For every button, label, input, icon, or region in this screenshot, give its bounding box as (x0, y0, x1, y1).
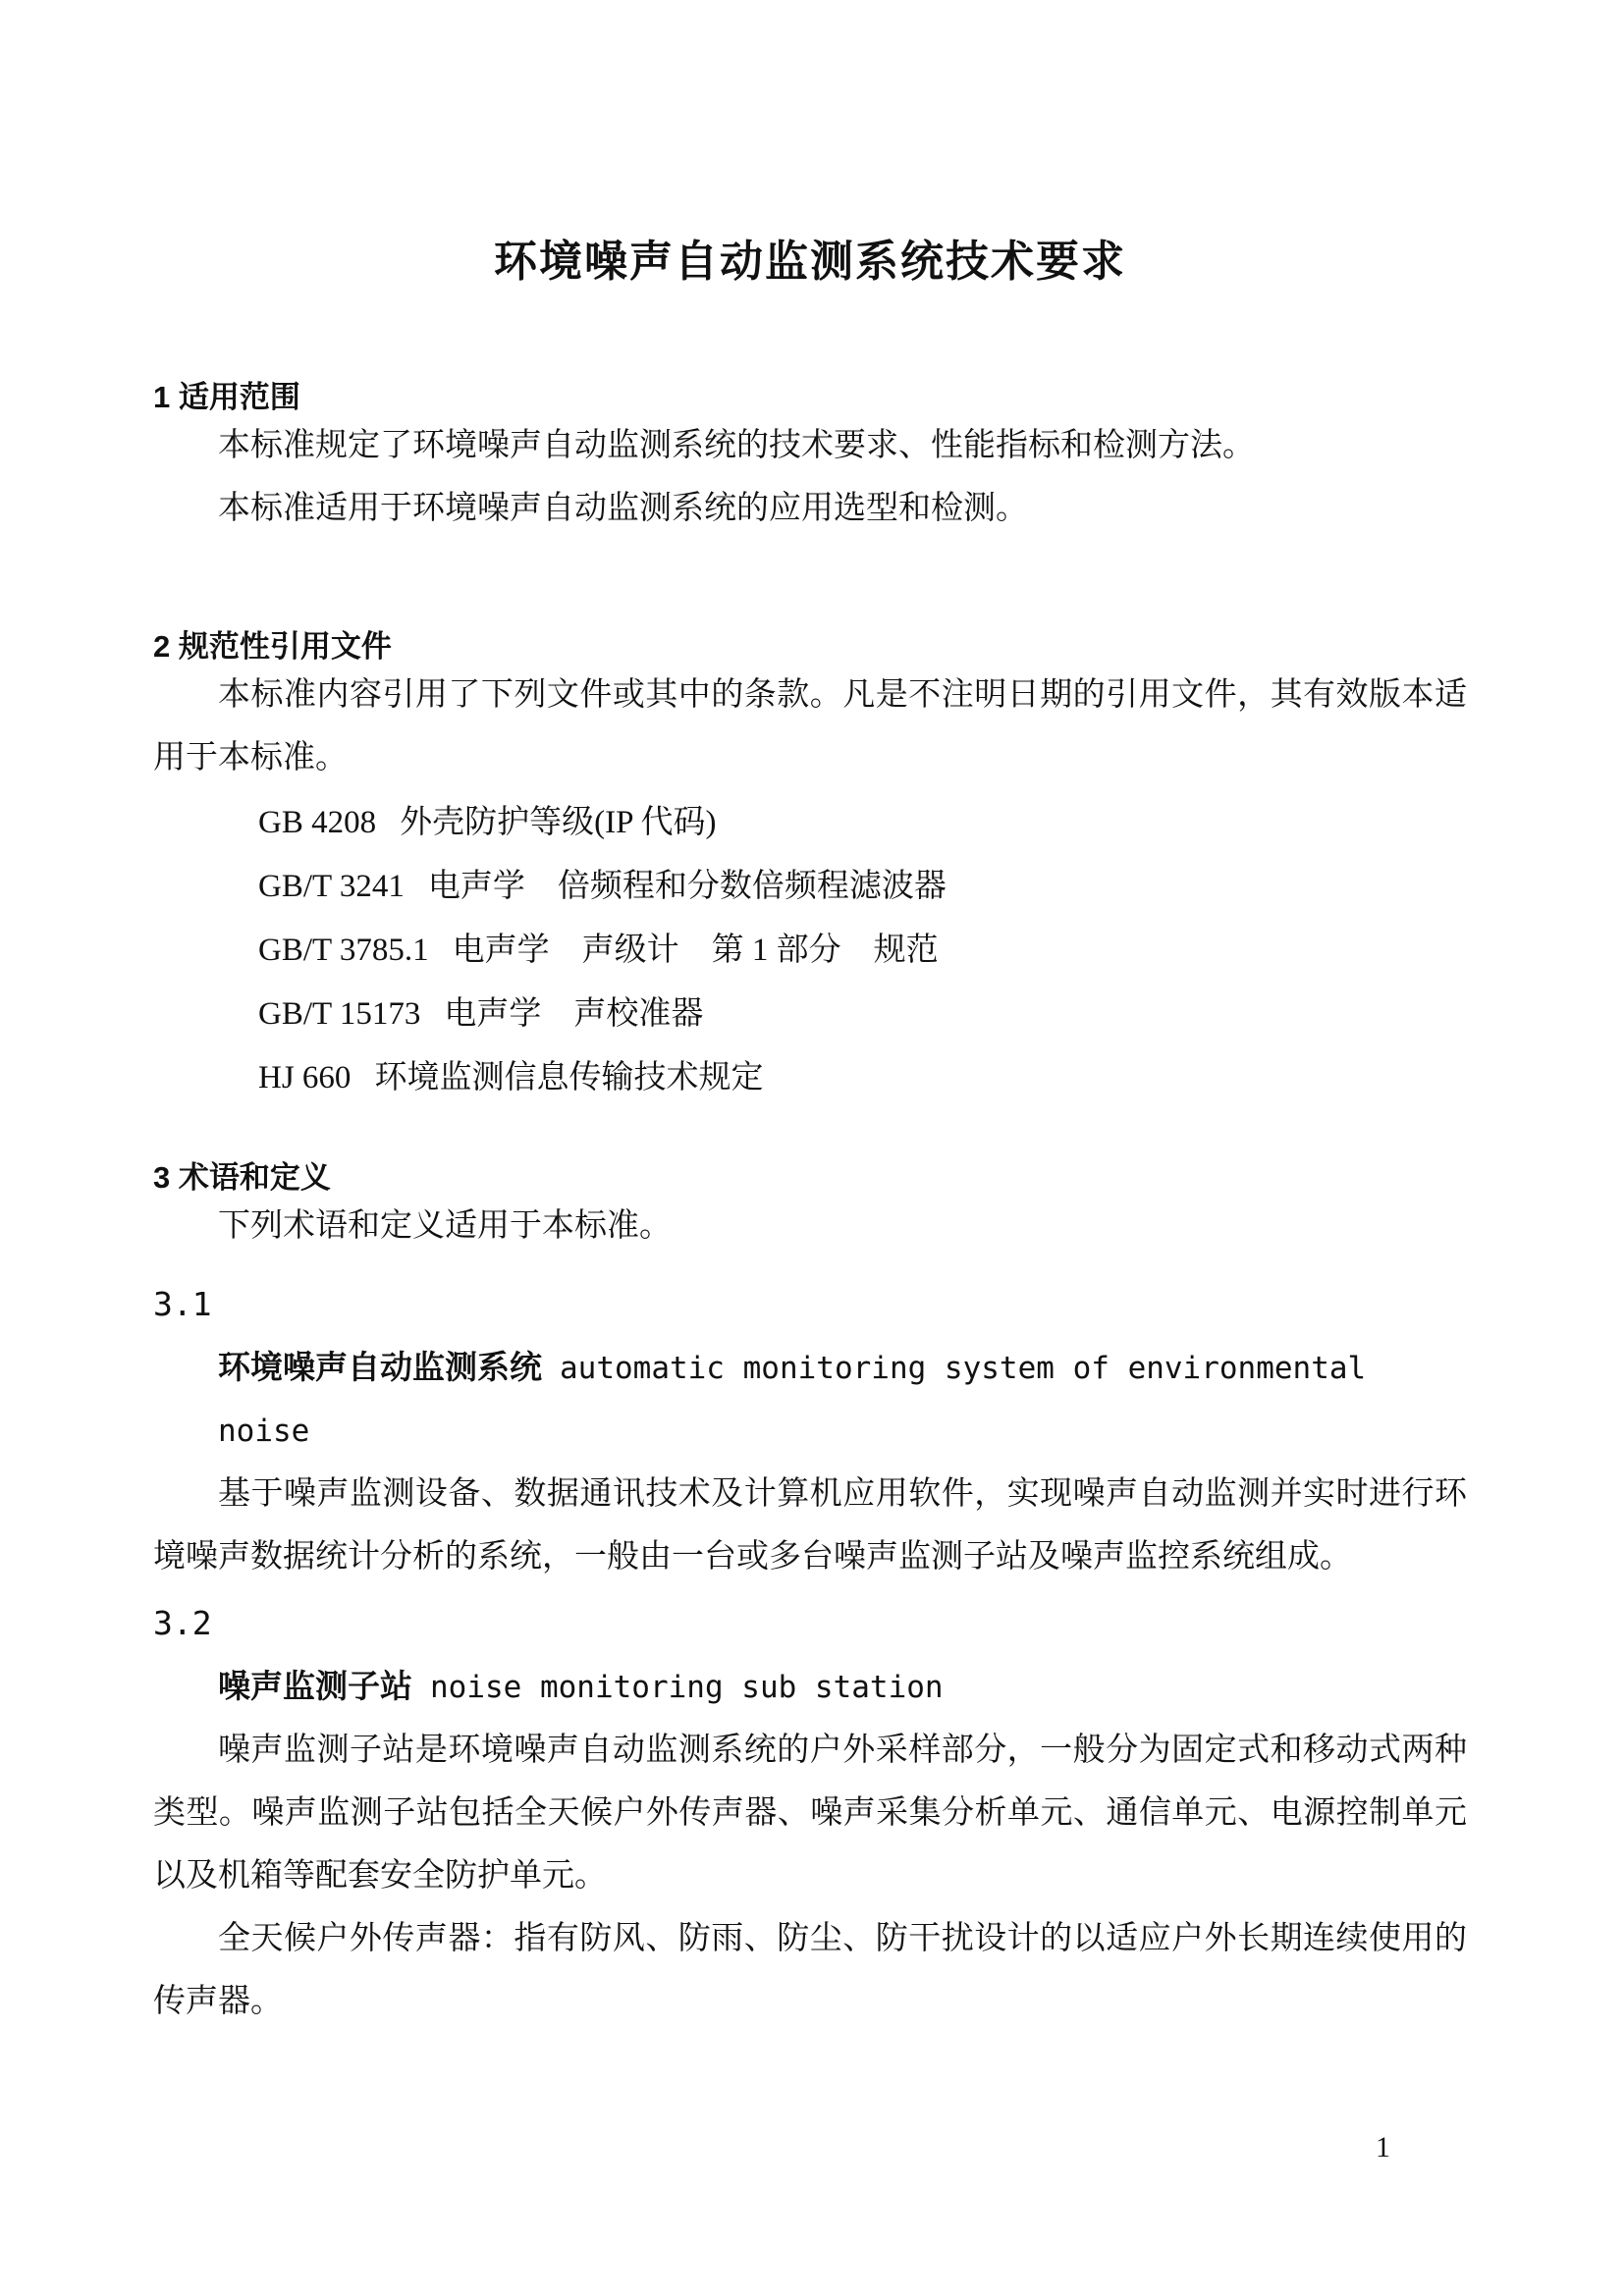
term-definition: 基于噪声监测设备、数据通讯技术及计算机应用软件，实现噪声自动监测并实时进行环境噪声数据统计分析的系统，一般由一台或多台噪声监测子站及噪声监控系统组成。 (153, 1476, 1467, 1575)
term-note: 全天候户外传声器：指有防风、防雨、防尘、防干扰设计的以适应户外长期连续使用的传声器。 (153, 1921, 1467, 2019)
reference-item (153, 983, 1467, 1046)
reference-item (153, 1046, 1467, 1110)
term-3-1 (153, 1273, 1467, 1588)
term-definition: 噪声监测子站是环境噪声自动监测系统的户外采样部分，一般分为固定式和移动式两种类型。噪声监测子站包括全天候户外传声器、噪声采集分析单元、通信单元、电源控制单元以及机箱等配套安全防护单元。 (153, 1733, 1467, 1894)
section-3-heading: 3 术语和定义 (153, 1160, 331, 1195)
term-3-2 (153, 1592, 1467, 2033)
clause-number: 3.1 (153, 1285, 212, 1323)
term-chinese: 噪声监测子站 (218, 1668, 412, 1704)
reference-code: HJ 660 (258, 1060, 352, 1095)
reference-item (153, 919, 1467, 983)
reference-code: GB/T 15173 (258, 996, 421, 1032)
reference-list (153, 791, 1467, 1110)
reference-code: GB/T 3785.1 (258, 933, 429, 968)
reference-code: GB 4208 (258, 805, 377, 840)
reference-item (153, 791, 1467, 855)
document-title: 环境噪声自动监测系统技术要求 (494, 238, 1126, 286)
reference-title: 外壳防护等级(IP 代码) (400, 805, 717, 840)
reference-code: GB/T 3241 (258, 869, 405, 904)
reference-title: 电声学 声级计 第 1 部分 规范 (452, 933, 939, 968)
section-2-heading: 2 规范性引用文件 (153, 629, 392, 664)
reference-title: 电声学 倍频程和分数倍频程滤波器 (427, 869, 947, 904)
section-2-intro: 本标准内容引用了下列文件或其中的条款。凡是不注明日期的引用文件，其有效版本适用于本标准。 (153, 677, 1467, 775)
section-1-heading: 1 适用范围 (153, 380, 300, 414)
page-number: 1 (1376, 2131, 1390, 2163)
section-1-paragraph-2: 本标准适用于环境噪声自动监测系统的应用选型和检测。 (218, 491, 1028, 526)
reference-item (153, 855, 1467, 919)
term-english: noise monitoring sub station (430, 1670, 944, 1705)
clause-number: 3.2 (153, 1604, 212, 1642)
term-english: automatic monitoring system of environmental noise (218, 1351, 1367, 1449)
term-chinese: 环境噪声自动监测系统 (218, 1349, 542, 1385)
term-heading (153, 1336, 1467, 1463)
term-heading (153, 1655, 1467, 1719)
reference-title: 环境监测信息传输技术规定 (374, 1060, 764, 1095)
section-1-paragraph-1: 本标准规定了环境噪声自动监测系统的技术要求、性能指标和检测方法。 (218, 428, 1255, 463)
reference-title: 电声学 声校准器 (444, 996, 704, 1032)
section-3-intro: 下列术语和定义适用于本标准。 (218, 1208, 672, 1244)
